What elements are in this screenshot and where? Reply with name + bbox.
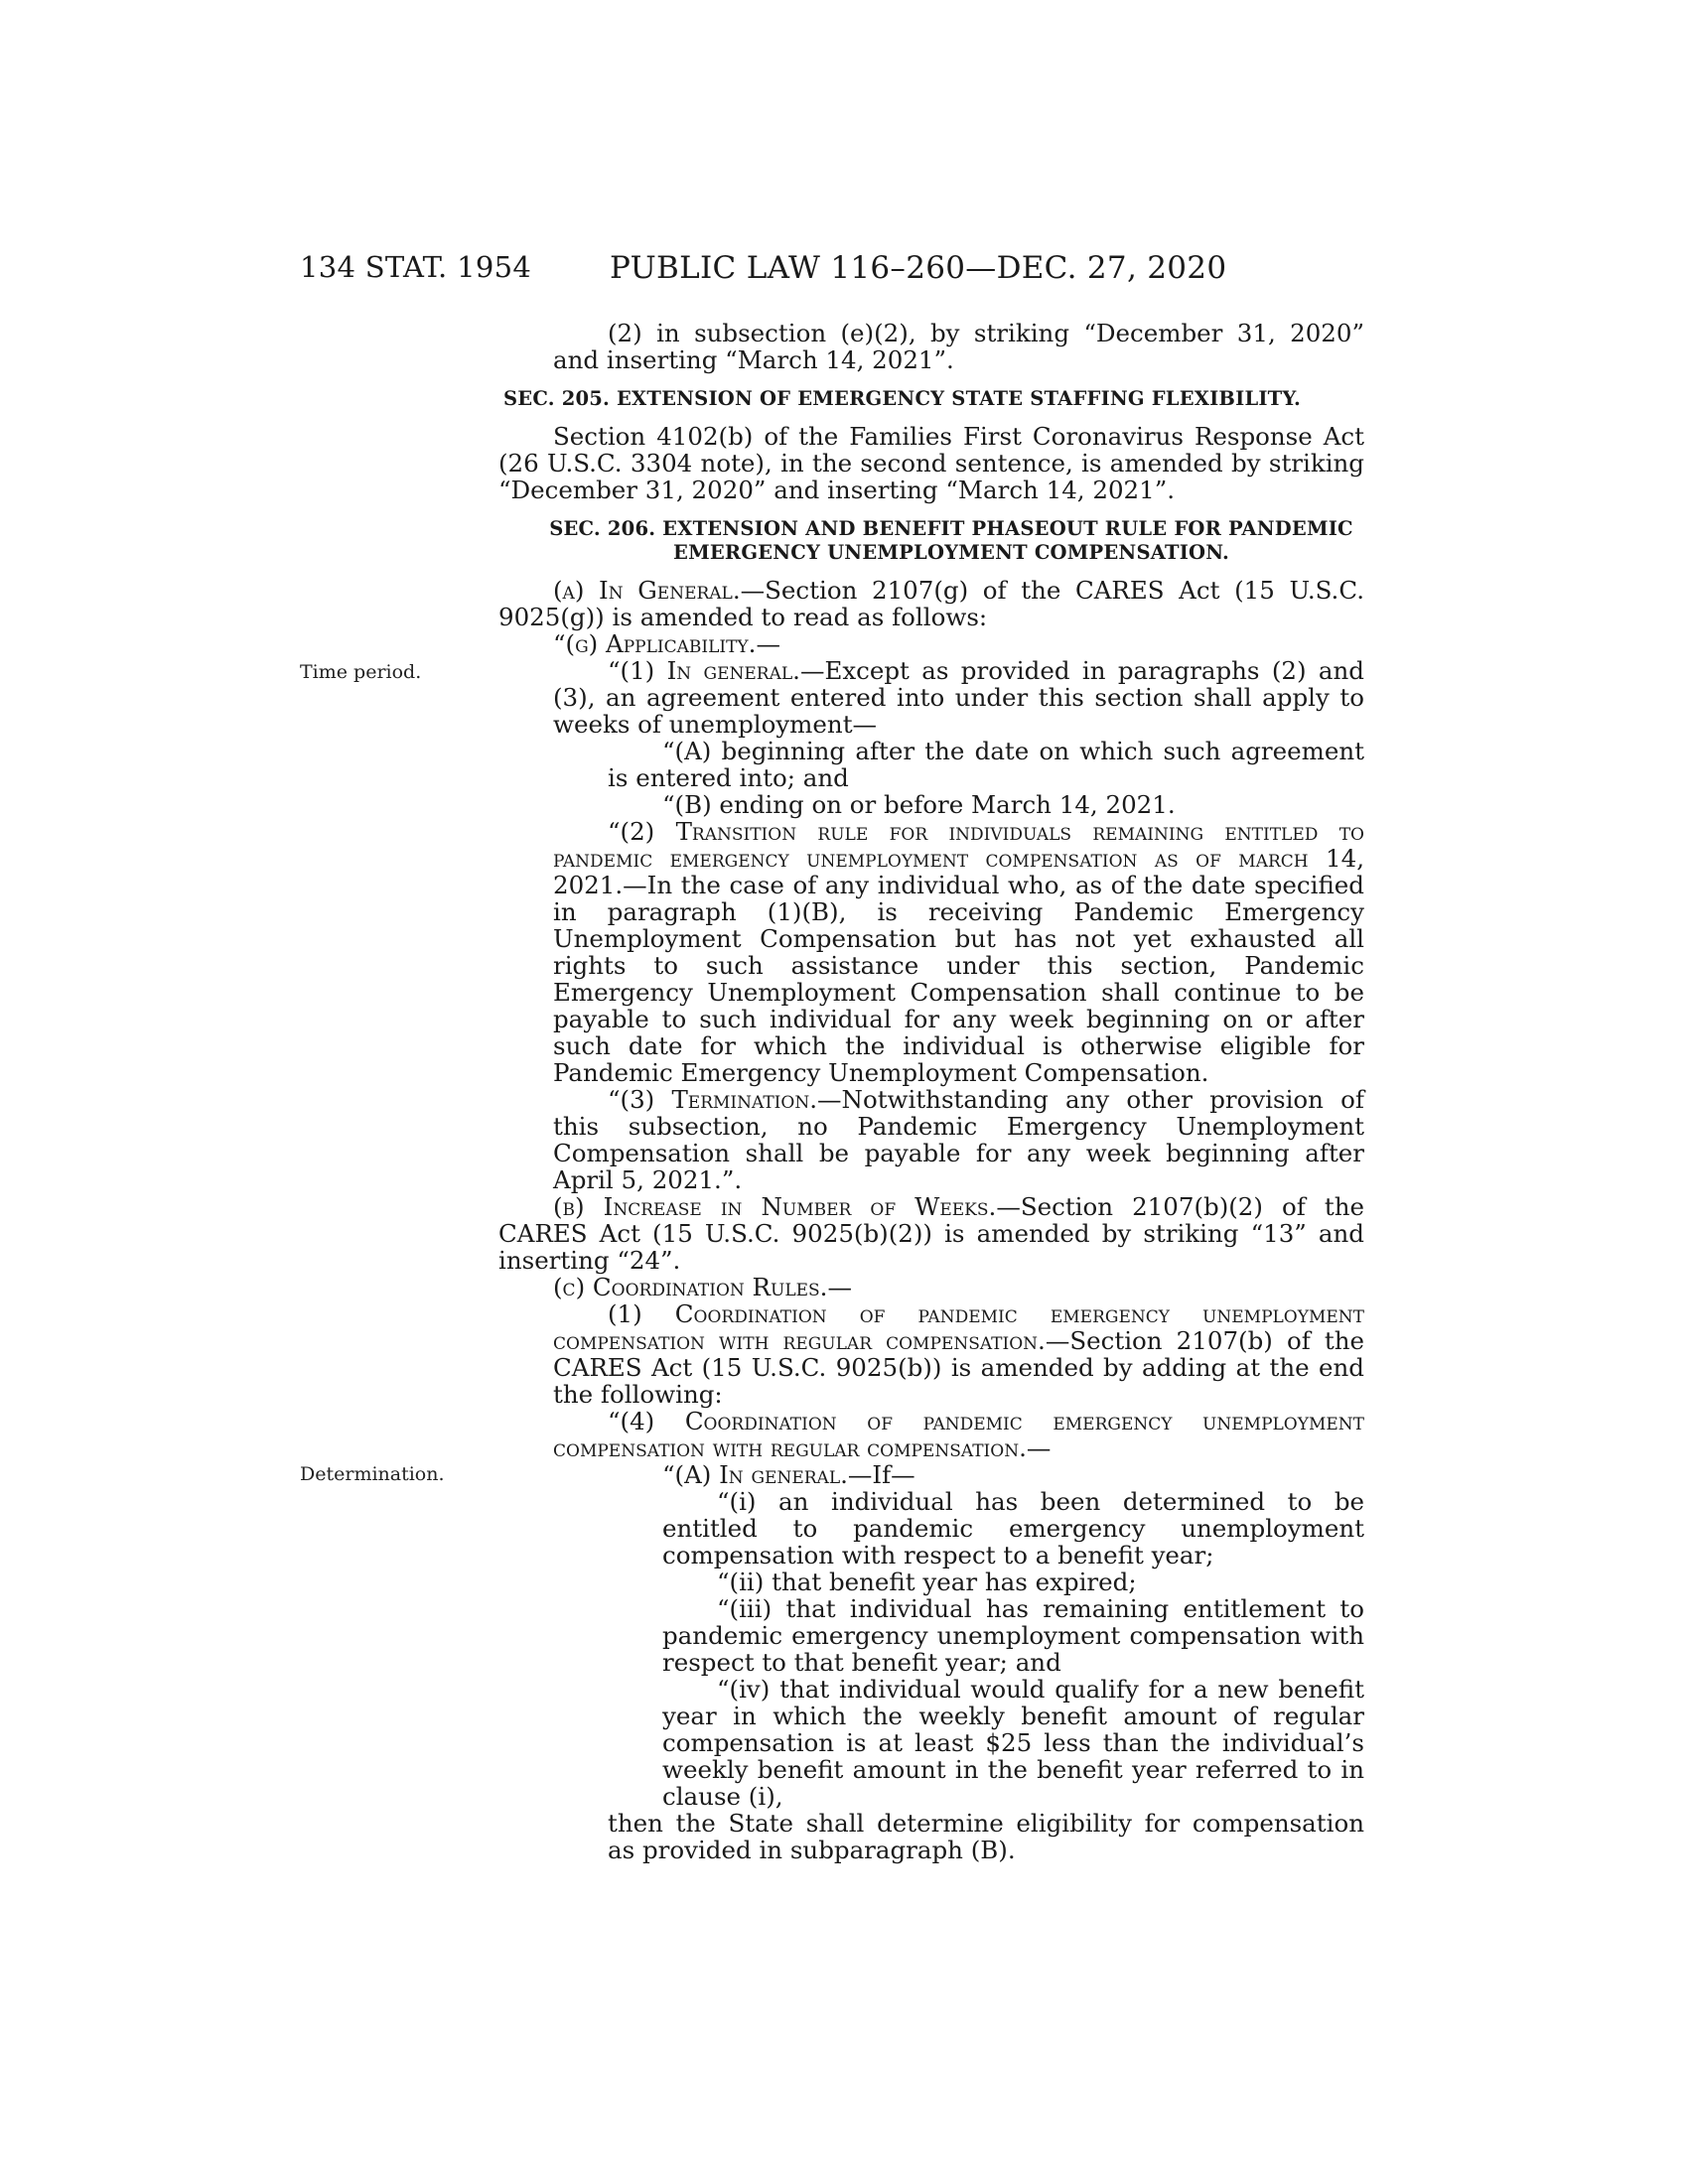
- subparagraph-c4a: [498, 1461, 1364, 1488]
- subsection-g-heading: “(g) Applicability.: [553, 629, 757, 658]
- subsection-g: [498, 630, 1364, 657]
- clause-i: “(i) an individual has been determined to be entitled to pandemic emergency unemployment compensation with respect to a benefit year;: [662, 1487, 1364, 1570]
- margin-note-time-period: Time period.: [300, 661, 422, 683]
- paragraph-g3: [498, 1086, 1364, 1193]
- section-206-heading: [498, 517, 1364, 565]
- subsection-a-text: —Section 2107(g) of the CARES Act (15 U.S.C. 9025(g)) is amended to read as follows:: [498, 576, 1364, 631]
- subsection-c-dash: —: [827, 1273, 852, 1301]
- section-206-heading-line-2: EMERGENCY UNEMPLOYMENT COMPENSATION.: [673, 541, 1229, 564]
- paragraph-g3-text: —Notwithstanding any other provision of this subsection, no Pandemic Emergency Unemployment Compensation shall be payable for any week beginning after April 5, 2021.”.: [553, 1085, 1364, 1194]
- paragraph-g2: [498, 818, 1364, 1086]
- subparagraph-c4a-text: —If—: [847, 1460, 915, 1489]
- clause-iv: “(iv) that individual would qualify for a new benefit year in which the weekly benefit amount of regular compensation is at least $25 less than the individual’s weekly benefit amount in the benefit year referred to in clause (i),: [662, 1675, 1364, 1811]
- subparagraph-g1b: “(B) ending on or before March 14, 2021.: [662, 790, 1176, 819]
- paragraph-c1-text: —Section 2107(b) of the CARES Act (15 U.S.C. 9025(b)) is amended by adding at the end the following:: [553, 1326, 1364, 1409]
- page-header: [300, 250, 1364, 290]
- subsection-a: [498, 577, 1364, 630]
- subsection-a-heading: (a) In General.: [553, 576, 741, 605]
- statute-body: [498, 320, 1364, 1863]
- subsection-g-dash: —: [756, 629, 780, 658]
- section-205-heading: SEC. 205. EXTENSION OF EMERGENCY STATE STAFFING FLEXIBILITY.: [503, 387, 1301, 410]
- paragraph-g2-heading: “(2) Transition rule for individuals remaining entitled to pandemic emergency unemployment compensation as of march 14, 2021.: [553, 817, 1364, 899]
- paragraph-c4-dash: —: [1026, 1433, 1052, 1462]
- paragraph-g2-text: —In the case of any individual who, as of the date specified in paragraph (1)(B), is receiving Pandemic Emergency Unemployment Compensation but has not yet exhausted all rights to such assistance under this section, Pandemic Emergency Unemployment Compensation shall continue to be payable to such individual for any week beginning on or after such date for which the individual is otherwise eligible for Pandemic Emergency Unemployment Compensation.: [553, 871, 1364, 1087]
- subparagraph-g1a: “(A) beginning after the date on which such agreement is entered into; and: [608, 737, 1364, 792]
- paragraph-c1-heading: (1) Coordination of pandemic emergency unemployment compensation with regular compensation.: [553, 1299, 1364, 1355]
- statute-citation: 134 STAT. 1954: [300, 250, 532, 284]
- public-law-title: PUBLIC LAW 116–260—DEC. 27, 2020: [610, 250, 1227, 286]
- paragraph-c4: [498, 1408, 1364, 1461]
- paragraph-e2: (2) in subsection (e)(2), by striking “December 31, 2020” and inserting “March 14, 2021”.: [553, 319, 1364, 374]
- margin-note-determination: Determination.: [300, 1463, 445, 1485]
- paragraph-g1-text: —Except as provided in paragraphs (2) and (3), an agreement entered into under this section shall apply to weeks of unemployment—: [553, 656, 1364, 739]
- subsection-b-text: —Section 2107(b)(2) of the CARES Act (15 U.S.C. 9025(b)(2)) is amended by striking “13” and inserting “24”.: [498, 1192, 1365, 1275]
- section-206-heading-line-1: SEC. 206. EXTENSION AND BENEFIT PHASEOUT RULE FOR PANDEMIC: [549, 517, 1353, 540]
- closing-text: then the State shall determine eligibility for compensation as provided in subparagraph (B).: [608, 1809, 1364, 1864]
- subsection-c-heading: (c) Coordination Rules.: [553, 1273, 828, 1301]
- clause-iii: “(iii) that individual has remaining entitlement to pandemic emergency unemployment compensation with respect to that benefit year; and: [662, 1594, 1364, 1677]
- subsection-b-heading: (b) Increase in Number of Weeks.: [553, 1192, 997, 1221]
- subsection-c: [498, 1274, 1364, 1300]
- paragraph-g1-heading: “(1) In general.: [608, 656, 800, 685]
- subsection-b: [498, 1193, 1364, 1274]
- paragraph-c4-heading: “(4) Coordination of pandemic emergency unemployment compensation with regular compensation.: [553, 1407, 1364, 1462]
- clause-ii: “(ii) that benefit year has expired;: [717, 1568, 1137, 1596]
- paragraph-g3-heading: “(3) Termination.: [608, 1085, 817, 1114]
- paragraph-c1: [498, 1300, 1364, 1408]
- section-205-text: Section 4102(b) of the Families First Coronavirus Response Act (26 U.S.C. 3304 note), in the second sentence, is amended by striking “December 31, 2020” and inserting “March 14, 2021”.: [498, 422, 1364, 504]
- subparagraph-c4a-heading: “(A) In general.: [662, 1460, 848, 1489]
- paragraph-g1: [498, 657, 1364, 738]
